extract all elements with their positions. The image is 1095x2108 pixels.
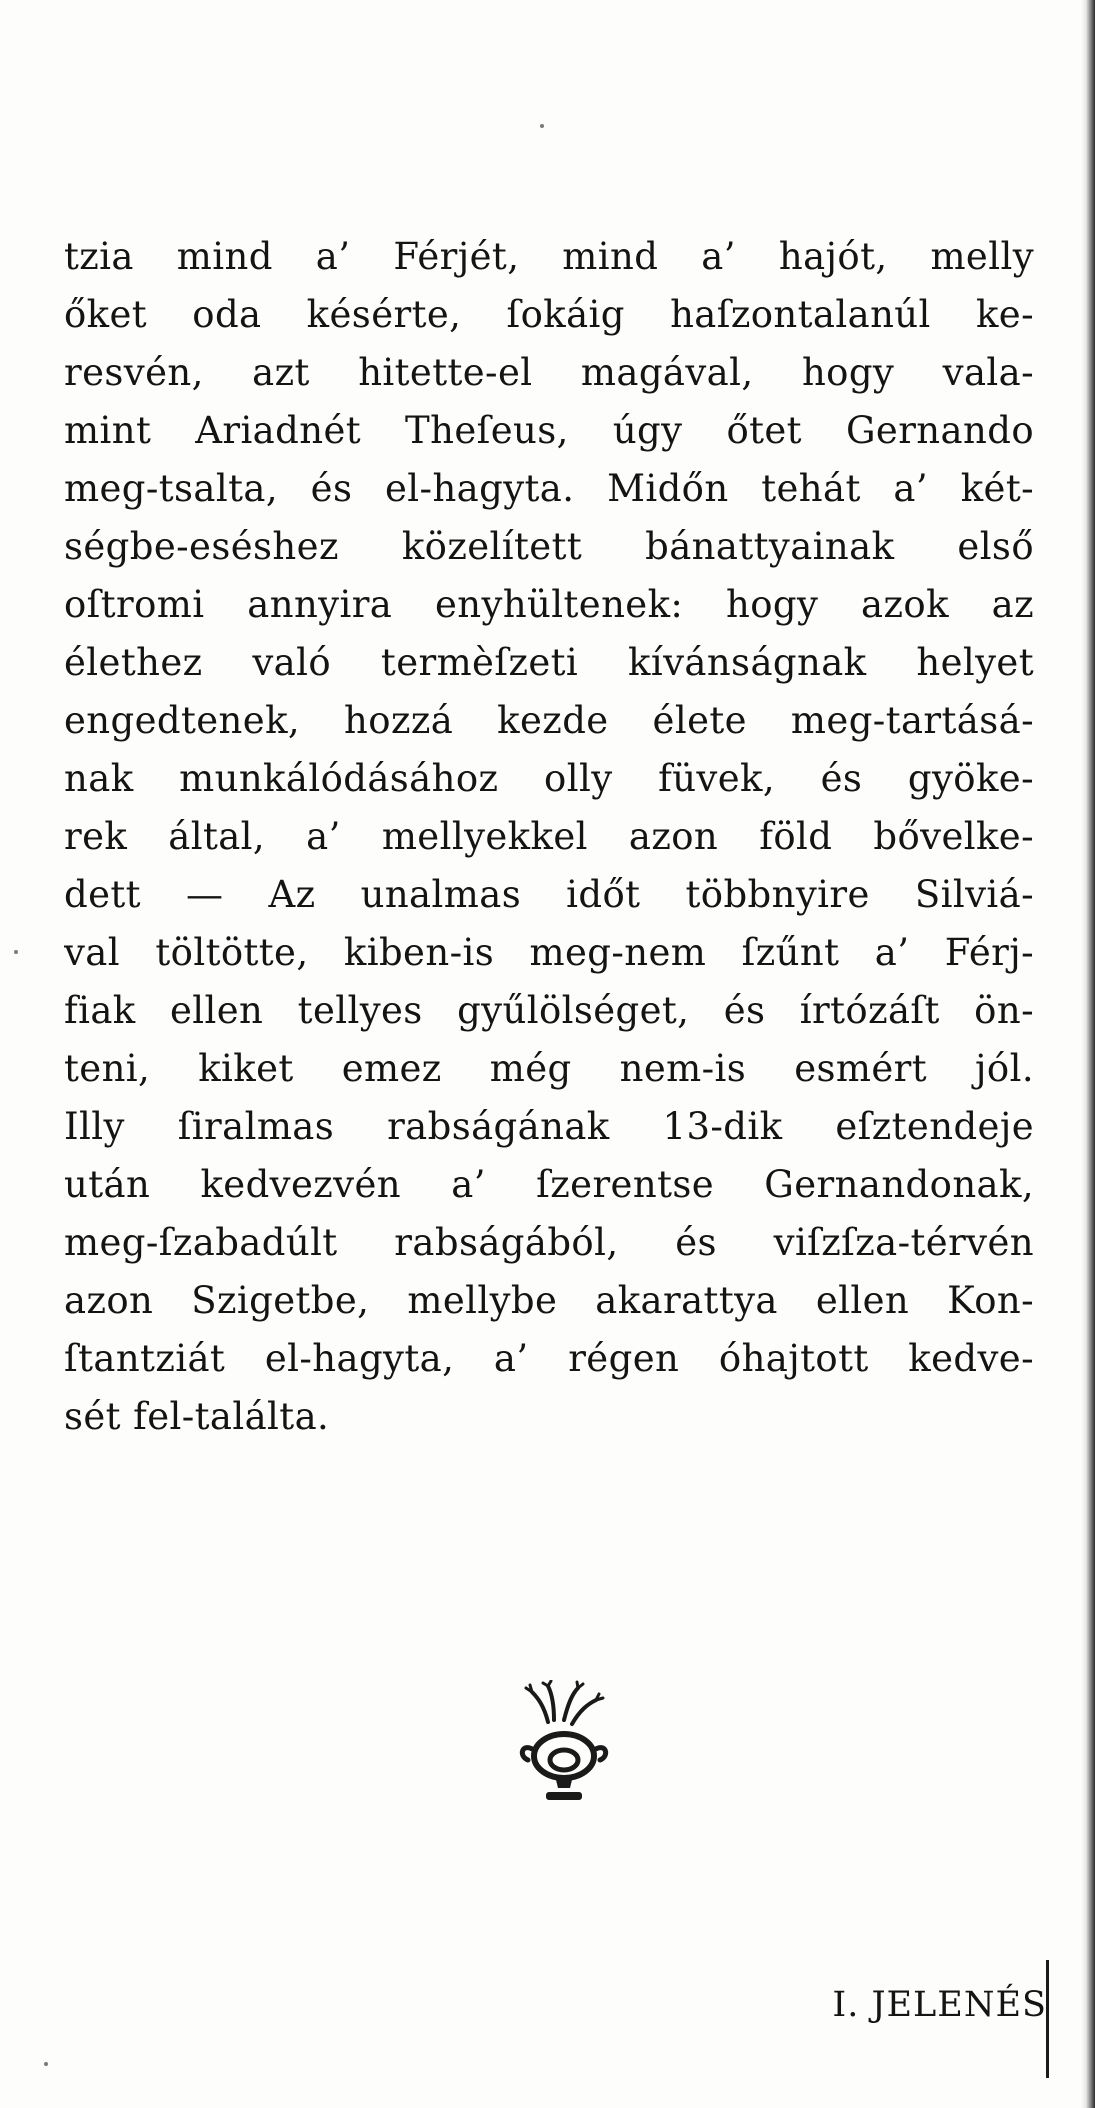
text-line: nak munkálódásához olly füvek, és gyöke- xyxy=(64,757,1034,800)
text-line: dett — Az unalmas időt többnyire Silviá- xyxy=(64,873,1034,916)
body-text xyxy=(64,228,1034,1446)
paper-speck xyxy=(44,2062,48,2066)
text-line: sét fel-találta. xyxy=(64,1395,330,1438)
text-line: engedtenek, hozzá kezde élete meg-tartásá- xyxy=(64,699,1034,742)
vignette-ornament-icon xyxy=(508,1680,628,1820)
text-line: meg-tsalta, és el-hagyta. Midőn tehát a’ két- xyxy=(64,467,1034,510)
text-line: azon Szigetbe, mellybe akarattya ellen Kon- xyxy=(64,1279,1034,1322)
text-line: tzia mind a’ Férjét, mind a’ hajót, melly xyxy=(64,235,1034,278)
text-line: oſtromi annyira enyhültenek: hogy azok az xyxy=(64,583,1034,626)
text-line: őket oda késérte, ſokáig haſzontalanúl ke- xyxy=(64,293,1034,336)
text-line: élethez való termèſzeti kívánságnak helyet xyxy=(64,641,1034,684)
text-line: teni, kiket emez még nem-is esmért jól. xyxy=(64,1047,1034,1090)
page-edge-shadow xyxy=(1081,0,1095,2108)
paper-speck xyxy=(540,124,544,128)
text-line: rek által, a’ mellyekkel azon föld bővelke- xyxy=(64,815,1034,858)
text-line: ſtantziát el-hagyta, a’ régen óhajtott kedve- xyxy=(64,1337,1034,1380)
catchword: I. JELENÉS xyxy=(832,1985,1047,2025)
text-line: ségbe-eséshez közelített bánattyainak első xyxy=(64,525,1034,568)
text-line: mint Ariadnét Theſeus, úgy őtet Gernando xyxy=(64,409,1034,452)
paper-speck xyxy=(14,950,18,954)
text-line: után kedvezvén a’ ſzerentse Gernandonak, xyxy=(64,1163,1034,1206)
text-line: meg-ſzabadúlt rabságából, és viſzſza-térvén xyxy=(64,1221,1034,1264)
text-line: resvén, azt hitette-el magával, hogy vala- xyxy=(64,351,1034,394)
text-line: val töltötte, kiben-is meg-nem ſzűnt a’ Férj- xyxy=(64,931,1034,974)
text-line: Illy ſiralmas rabságának 13-dik eſztendeje xyxy=(64,1105,1034,1148)
text-line: fiak ellen tellyes gyűlölséget, és írtózáſt ön- xyxy=(64,989,1034,1032)
